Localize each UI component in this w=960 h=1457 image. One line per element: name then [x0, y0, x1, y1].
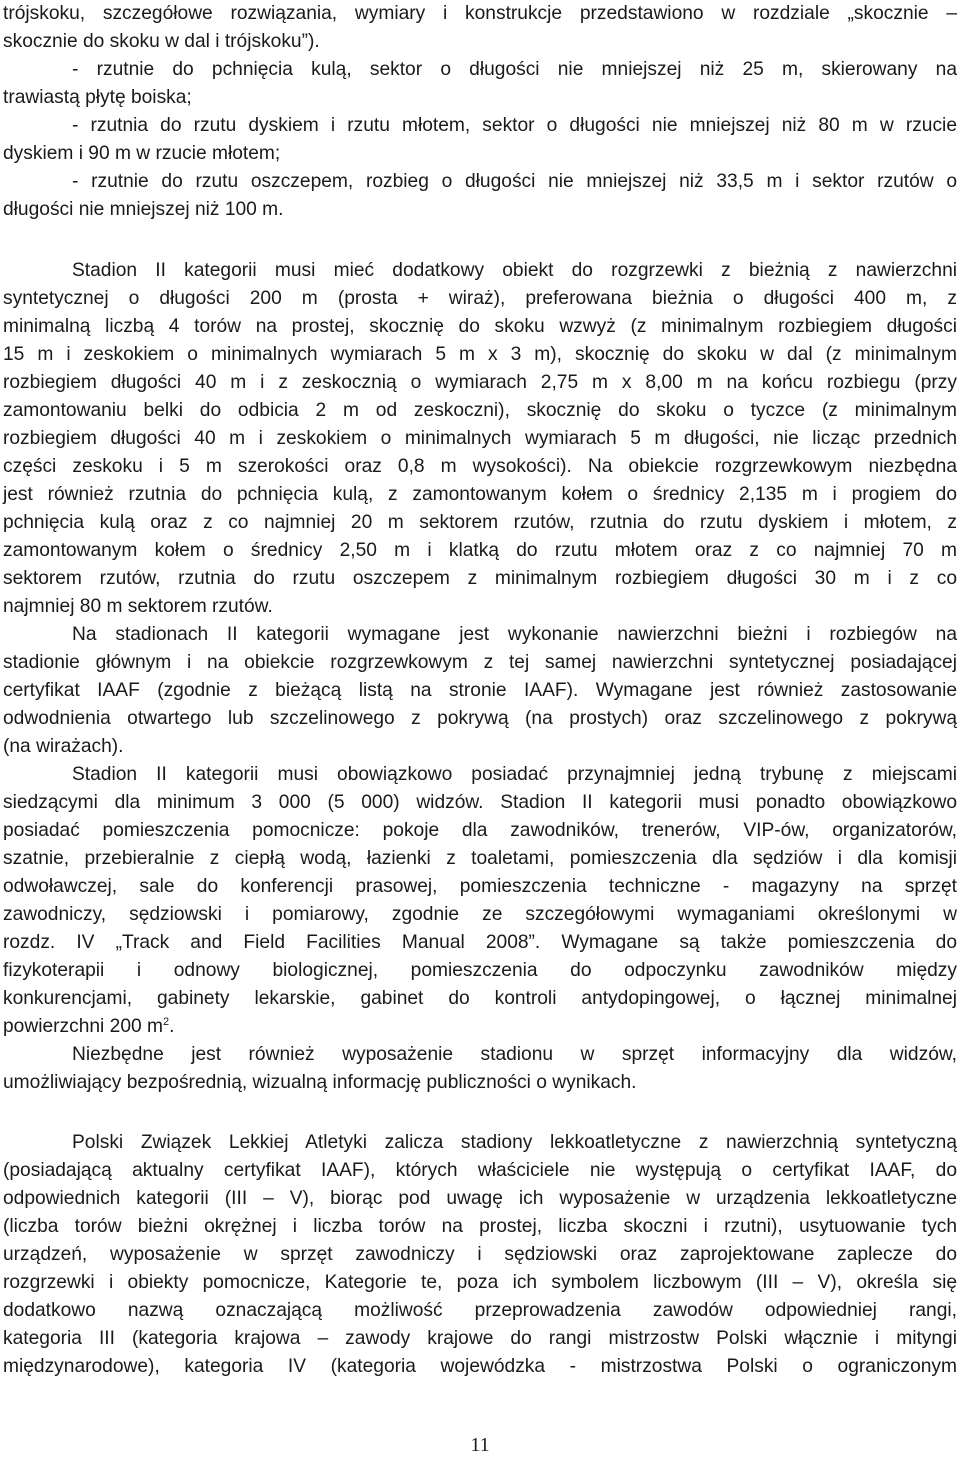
text-line: 15 m i zeskokiem o minimalnych wymiarach 5 m x 3 m), skocznię do skoku w dal (z minimalnym	[3, 344, 957, 365]
list-item: - rzutnia do rzutu dyskiem i rzutu młotem, sektor o długości nie mniejszej niż 80 m w rzucie	[72, 115, 957, 136]
text-line: rozgrzewki i obiekty pomocnicze, Kategorie te, poza ich symbolem liczbowym (III – V), określa się	[3, 1272, 957, 1293]
list-item: - rzutnie do rzutu oszczepem, rozbieg o długości nie mniejszej niż 33,5 m i sektor rzutów o	[72, 171, 957, 192]
text-line: (posiadającą aktualny certyfikat IAAF), których właściciele nie występują o certyfikat IAAF, do	[3, 1160, 957, 1181]
text-line: siedzącymi dla minimum 3 000 (5 000) widzów. Stadion II kategorii musi ponadto obowiązkowo	[3, 792, 957, 813]
sentence-end: .	[169, 1016, 175, 1037]
text-line: dodatkowo nazwą oznaczającą możliwość przeprowadzenia zawodów odpowiedniej rangi,	[3, 1300, 957, 1321]
text-line: zawodniczy, sędziowski i pomiarowy, zgodnie ze szczegółowymi wymaganiami określonymi w	[3, 904, 957, 925]
text-line: odwoławczej, sale do konferencji prasowej, pomieszczenia techniczne - magazyny na sprzęt	[3, 876, 957, 897]
text-line: certyfikat IAAF (zgodnie z bieżącą listą na stronie IAAF). Wymagane jest również zastosowanie	[3, 680, 957, 701]
text-line: odwodnienia otwartego lub szczelinowego z pokrywą (na prostych) oraz szczelinowego z pokrywą	[3, 708, 957, 729]
superscript: 2	[162, 1016, 170, 1028]
text-line: rozbiegiem długości 40 m i zeskokiem o minimalnych wymiarach 5 m długości, nie licząc przednich	[3, 428, 957, 449]
paragraph-first-line: Stadion II kategorii musi mieć dodatkowy obiekt do rozgrzewki z bieżnią z nawierzchni	[72, 260, 957, 281]
text-line: trójskoku, szczegółowe rozwiązania, wymiary i konstrukcje przedstawiono w rozdziale „skocznie –	[3, 3, 957, 24]
text-line: międzynarodowe), kategoria IV (kategoria wojewódzka - mistrzostwa Polski o ograniczonym	[3, 1356, 957, 1377]
text-line: trawiastą płytę boiska;	[3, 87, 192, 108]
text-line: kategoria III (kategoria krajowa – zawody krajowe do rangi mistrzostw Polski włącznie i mityngi	[3, 1328, 957, 1349]
paragraph-first-line: Na stadionach II kategorii wymagane jest wykonanie nawierzchni bieżni i rozbiegów na	[72, 624, 957, 645]
text-line: sektorem rzutów, rzutnia do rzutu oszczepem z minimalnym rozbiegiem długości 30 m i z co	[3, 568, 957, 589]
text-line: odpowiednich kategorii (III – V), biorąc pod uwagę ich wyposażenie w urządzenia lekkoatletyczne	[3, 1188, 957, 1209]
text-line: zamontowaniu belki do odbicia 2 m od zeskoczni), skocznię do skoku o tyczce (z minimalnym	[3, 400, 957, 421]
paragraph-first-line: Polski Związek Lekkiej Atletyki zalicza stadiony lekkoatletyczne z nawierzchnią syntetyczną	[72, 1132, 957, 1153]
text-line: jest również rzutnia do pchnięcia kulą, z zamontowanym kołem o średnicy 2,135 m i progiem do	[3, 484, 957, 505]
text-line: długości nie mniejszej niż 100 m.	[3, 199, 284, 220]
text-line: pchnięcia kulą oraz z co najmniej 20 m sektorem rzutów, rzutnia do rzutu dyskiem i młotem, z	[3, 512, 957, 533]
text-line: syntetycznej o długości 200 m (prosta + wiraż), preferowana bieżnia o długości 400 m, z	[3, 288, 957, 309]
text-line: posiadać pomieszczenia pomocnicze: pokoje dla zawodników, trenerów, VIP-ów, organizatorów,	[3, 820, 957, 841]
text-line: zamontowanym kołem o średnicy 2,50 m i klatką do rzutu młotem oraz z co najmniej 70 m	[3, 540, 957, 561]
text-line: najmniej 80 m sektorem rzutów.	[3, 596, 273, 617]
paragraph-first-line: Niezbędne jest również wyposażenie stadionu w sprzęt informacyjny dla widzów,	[72, 1044, 957, 1065]
paragraph-first-line: Stadion II kategorii musi obowiązkowo posiadać przynajmniej jedną trybunę z miejscami	[72, 764, 957, 785]
text-line: rozbiegiem długości 40 m i z zeskocznią o wymiarach 2,75 m x 8,00 m na końcu rozbiegu (przy	[3, 372, 957, 393]
text-line: rozdz. IV „Track and Field Facilities Manual 2008”. Wymagane są także pomieszczenia do	[3, 932, 957, 953]
text-line: konkurencjami, gabinety lekarskie, gabinet do kontroli antydopingowej, o łącznej minimalnej	[3, 988, 957, 1009]
text-line: minimalną liczbą 4 torów na prostej, skocznię do skoku wzwyż (z minimalnym rozbiegiem długości	[3, 316, 957, 337]
text-line: skocznie do skoku w dal i trójskoku”).	[3, 31, 320, 52]
area-text: powierzchni 200 m	[3, 1016, 163, 1037]
page-number: 11	[470, 1434, 490, 1456]
text-line: (liczba torów bieżni okrężnej i liczba torów na prostej, liczba skoczni i rzutni), usytuowanie tych	[3, 1216, 957, 1237]
text-line: fizykoterapii i odnowy biologicznej, pomieszczenia do odpoczynku zawodników między	[3, 960, 957, 981]
text-line: urządzeń, wyposażenie w sprzęt zawodniczy i sędziowski oraz zaprojektowane zaplecze do	[3, 1244, 957, 1265]
text-line: części zeskoku i 5 m szerokości oraz 0,8 m wysokości). Na obiekcie rozgrzewkowym niezbędna	[3, 456, 957, 477]
list-item: - rzutnie do pchnięcia kulą, sektor o długości nie mniejszej niż 25 m, skierowany na	[72, 59, 957, 80]
text-line: stadionie głównym i na obiekcie rozgrzewkowym z tej samej nawierzchni syntetycznej posiadającej	[3, 652, 957, 673]
text-line: dyskiem i 90 m w rzucie młotem;	[3, 143, 281, 164]
text-line: szatnie, przebieralnie z ciepłą wodą, łazienki z toaletami, pomieszczenia dla sędziów i dla komisji	[3, 848, 957, 869]
text-line: umożliwiający bezpośrednią, wizualną informację publiczności o wynikach.	[3, 1072, 637, 1093]
text-line: (na wirażach).	[3, 736, 124, 757]
text-line	[3, 1015, 957, 1039]
